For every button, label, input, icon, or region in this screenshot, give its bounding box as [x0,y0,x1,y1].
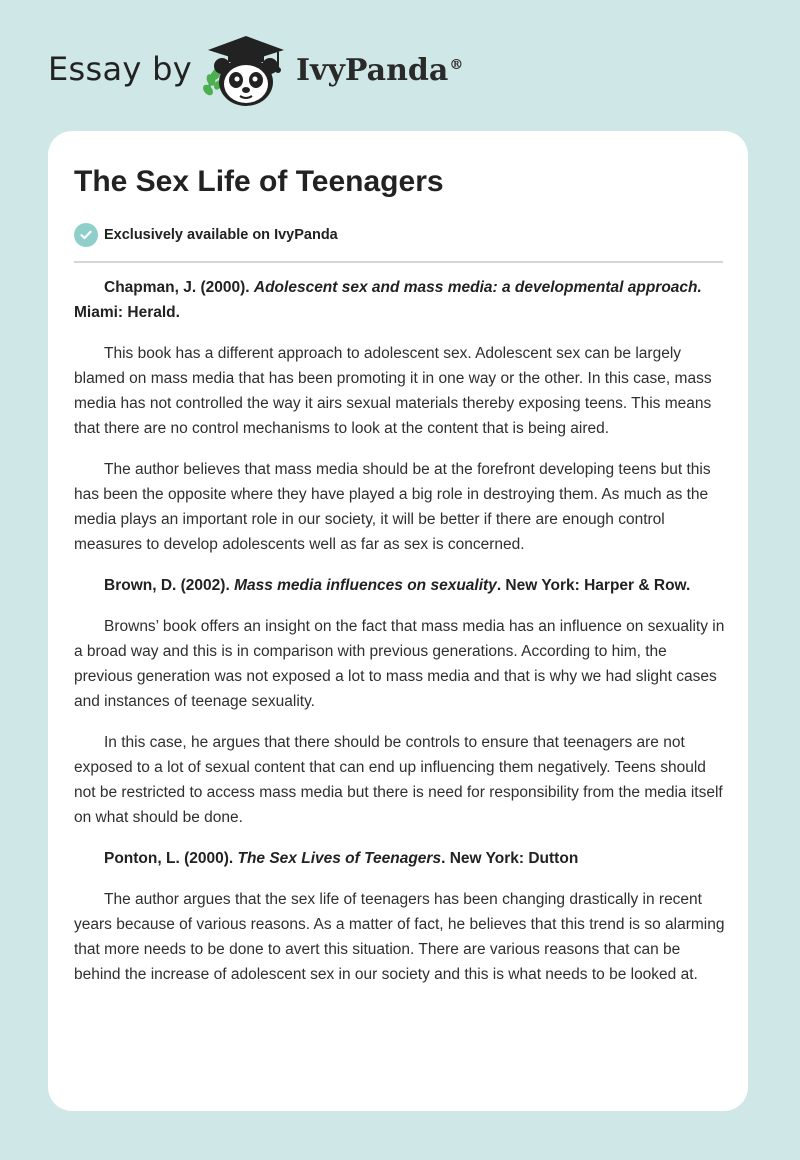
paragraph: In this case, he argues that there should be controls to ensure that teenagers are not exposed to a lot of sexual content that can end up influencing them negatively. Teens should not be restricted to access mass media but there is need for responsibility from the media itself on what should be done. [74,734,723,826]
essay-by-label: Essay by [48,50,192,88]
paragraph: Browns’ book offers an insight on the fact that mass media has an influence on sexuality in a broad way and this is in comparison with previous generations. According to him, the previous generation was not exposed a lot to mass media and that is why we had slight cases and instances of teenage sexuality. [74,618,725,710]
page-title: The Sex Life of Teenagers [74,165,444,198]
site-header [0,0,800,120]
reference-citation: Ponton, L. (2000). The Sex Lives of Teenagers. New York: Dutton [104,850,579,867]
check-circle-icon [74,223,98,247]
reference-citation: Brown, D. (2002). Mass media influences on sexuality. New York: Harper & Row. [104,577,691,594]
paragraph: This book has a different approach to adolescent sex. Adolescent sex can be largely blamed on mass media that has been promoting it in one way or the other. In this case, mass media has not controlled the way it airs sexual materials thereby exposing teens. This means that there are no control mechanisms to look at the content that is being aired. [74,345,712,437]
brand-name: IvyPanda® [296,53,464,88]
exclusive-badge [74,223,338,247]
paragraph: The author believes that mass media should be at the forefront developing teens but this has been the opposite where they have played a big role in destroying them. As much as the media plays an important role in our society, it will be better if there are enough control measures to develop adolescents well as far as sex is concerned. [74,461,711,553]
panda-graduate-icon [198,30,294,110]
divider [74,261,723,263]
reference-citation: Chapman, J. (2000). Adolescent sex and mass media: a developmental approach. Miami: Herald. [74,279,702,321]
essay-card [48,131,748,1111]
essay-body [74,275,726,1003]
exclusive-label: Exclusively available on IvyPanda [104,227,338,243]
paragraph: The author argues that the sex life of teenagers has been changing drastically in recent years because of various reasons. As a matter of fact, he believes that this trend is so alarming that more needs to be done to avert this situation. There are various reasons that can be behind the increase of adolescent sex in our society and this is what needs to be looked at. [74,891,725,983]
